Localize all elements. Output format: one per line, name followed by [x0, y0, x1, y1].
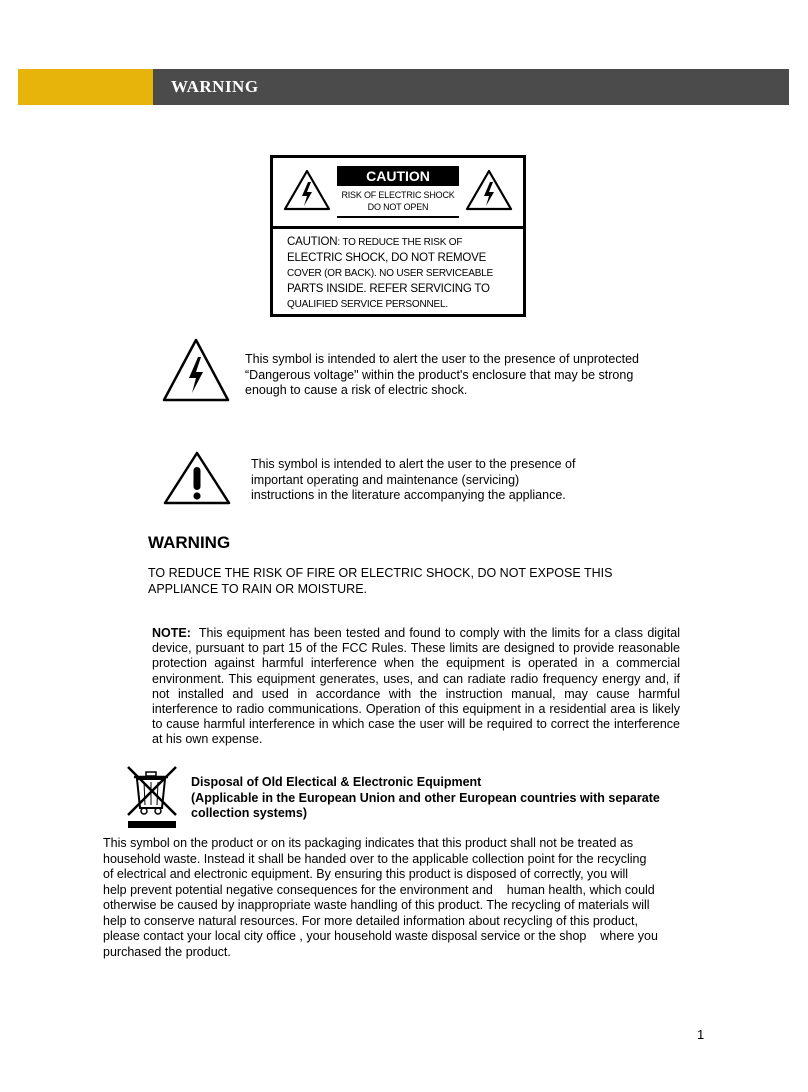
- symbol-description-maintenance: [251, 457, 671, 504]
- caution-title: CAUTION: [337, 166, 459, 186]
- caution-body-line-1-text: : TO REDUCE THE RISK OF: [337, 237, 463, 248]
- fcc-note: [152, 626, 680, 748]
- caution-label-box: [270, 155, 526, 317]
- page-number: 1: [697, 1027, 705, 1042]
- disposal-title: [191, 775, 691, 822]
- disposal-body-line-3: of electrical and electronic equipment. By ensuring this product is disposed of correctly, you will: [103, 867, 629, 881]
- disposal-body: [103, 836, 688, 960]
- disposal-body-line-4: help prevent potential negative consequences for the environment and human health, which could: [103, 882, 655, 897]
- lightning-triangle-icon: [465, 168, 513, 212]
- caution-subtitle-line-2: DO NOT OPEN: [367, 202, 429, 212]
- caution-body-line-1: [287, 235, 515, 251]
- caution-label-center: [337, 166, 459, 218]
- header-bar: [18, 69, 789, 105]
- warning-heading: WARNING: [148, 533, 231, 552]
- warning-line-2: APPLIANCE TO RAIN OR MOISTURE.: [148, 581, 368, 596]
- caution-body-line-2: ELECTRIC SHOCK, DO NOT REMOVE: [287, 251, 487, 264]
- symbol-voltage-line-1: This symbol is intended to alert the user to the presence of unprotected: [245, 352, 639, 366]
- disposal-body-line-2: household waste. Instead it shall be handed over to the applicable collection point for the recycling: [103, 851, 647, 866]
- lightning-triangle-icon: [283, 168, 331, 212]
- caution-body-line-3: COVER (OR BACK). NO USER SERVICEABLE: [287, 268, 493, 280]
- disposal-body-line-1: This symbol on the product or on its packaging indicates that this product shall not be treated as: [103, 836, 634, 850]
- disposal-body-line-6: help to conserve natural resources. For more detailed information about recycling of this product,: [103, 913, 638, 928]
- note-label: NOTE:: [152, 626, 191, 640]
- disposal-title-line-2: (Applicable in the European Union and other European countries with separate: [191, 790, 660, 805]
- lightning-triangle-icon: [161, 337, 231, 403]
- symbol-voltage-line-2: “Dangerous voltage" within the product's enclosure that may be strong: [245, 367, 634, 382]
- caution-subtitle-line-1: RISK OF ELECTRIC SHOCK: [341, 190, 455, 200]
- exclamation-triangle-icon: [162, 450, 232, 506]
- crossed-bin-icon: [124, 763, 180, 831]
- header-title: WARNING: [171, 77, 259, 96]
- disposal-title-line-1: Disposal of Old Electical & Electronic Equipment: [191, 775, 482, 789]
- caution-body-line-5: QUALIFIED SERVICE PERSONNEL.: [287, 299, 448, 311]
- caution-body-prefix: CAUTION: [287, 236, 338, 248]
- symbol-maintenance-line-2: important operating and maintenance (servicing): [251, 472, 520, 487]
- caution-label-top: [273, 158, 523, 229]
- disposal-title-line-3: collection systems): [191, 806, 308, 820]
- caution-label-text: [287, 235, 515, 313]
- disposal-body-line-5: otherwise be caused by inappropriate waste handling of this product. The recycling of materials will: [103, 898, 650, 912]
- header-accent-block: [18, 69, 153, 105]
- symbol-description-voltage: [245, 352, 675, 399]
- caution-underline: [337, 216, 459, 218]
- symbol-maintenance-line-1: This symbol is intended to alert the user to the presence of: [251, 457, 576, 471]
- warning-text: [148, 566, 668, 597]
- disposal-body-line-7: please contact your local city office , your household waste disposal service or the shop where you: [103, 929, 658, 943]
- disposal-body-line-8: purchased the product.: [103, 944, 231, 959]
- symbol-maintenance-line-3: instructions in the literature accompanying the appliance.: [251, 488, 566, 502]
- symbol-voltage-line-3: enough to cause a risk of electric shock.: [245, 383, 468, 397]
- note-text: This equipment has been tested and found to comply with the limits for a class digital device, pursuant to part 15 of the FCC Rules. These limits are designed to provide reasonable protection against harmful interference when the equipment is operated in a commercial environment. This equipment generates, uses, and can radiate radio frequency energy and, if not installed and used in accordance with the instruction manual, may cause harmful interference to radio communications. Operation of this equipment in a residential area is likely to cause harmful interference in which case the user will be required to correct the interference at his own expense.: [152, 626, 680, 747]
- caution-body-line-4: PARTS INSIDE. REFER SERVICING TO: [287, 282, 490, 295]
- warning-line-1: TO REDUCE THE RISK OF FIRE OR ELECTRIC SHOCK, DO NOT EXPOSE THIS: [148, 566, 613, 580]
